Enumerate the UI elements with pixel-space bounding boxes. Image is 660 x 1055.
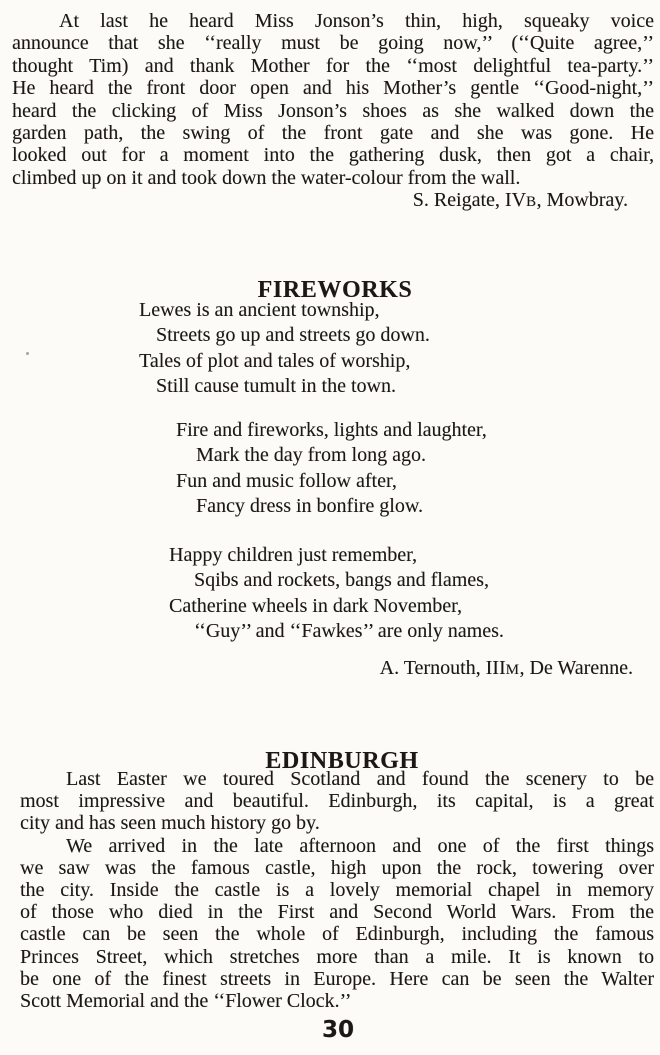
attribution-form-letter: M bbox=[505, 662, 520, 678]
story-line: looked out for a moment into the gathering dusk, then got a chair, bbox=[12, 144, 654, 167]
story-line: At last he heard Miss Jonson’s thin, high, squeaky voice bbox=[59, 10, 654, 32]
poem-stanza-2 bbox=[176, 418, 487, 519]
story-line: announce that she ‘‘really must be going now,’’ (‘‘Quite agree,’’ bbox=[12, 32, 654, 55]
article-line: Last Easter we toured Scotland and found the scenery to be bbox=[66, 768, 654, 790]
poem-line: Lewes is an ancient township, bbox=[139, 299, 380, 321]
article-line: most impressive and beautiful. Edinburgh, its capital, is a great bbox=[20, 790, 654, 813]
article-line: city and has seen much history go by. bbox=[20, 812, 320, 835]
page-number bbox=[0, 1017, 660, 1043]
story-author-attribution bbox=[12, 189, 654, 211]
poem-line: Streets go up and streets go down. bbox=[156, 324, 430, 347]
poem-stanza-3 bbox=[169, 543, 504, 644]
poem-line: Happy children just remember, bbox=[169, 544, 418, 566]
attribution-text: , De Warenne. bbox=[519, 657, 633, 679]
poem-line: Fancy dress in bonfire glow. bbox=[196, 494, 423, 517]
story-line: climbed up on it and took down the water-colour from the wall. bbox=[12, 166, 521, 189]
attribution-text: A. Ternouth, III bbox=[379, 657, 506, 679]
attribution-form-letter: B bbox=[526, 194, 537, 211]
page-number-text: 30 bbox=[321, 1017, 354, 1043]
article-line: of those who died in the First and Second World Wars. From the bbox=[20, 901, 654, 924]
article-line: Princes Street, which stretches more than a mile. It is known to bbox=[20, 945, 654, 968]
article-line: we saw was the famous castle, high upon the rock, towering over bbox=[20, 856, 654, 879]
story-closing-paragraph bbox=[12, 10, 654, 212]
article-line: the city. Inside the castle is a lovely memorial chapel in memory bbox=[20, 878, 654, 901]
story-line: thought Tim) and thank Mother for the ‘‘most delightful tea-party.’’ bbox=[12, 54, 654, 77]
poem-line: Mark the day from long ago. bbox=[196, 444, 426, 467]
attribution-text: , Mowbray. bbox=[536, 189, 628, 212]
poem-line: Tales of plot and tales of worship, bbox=[139, 349, 411, 372]
story-line: He heard the front door open and his Mother’s gentle ‘‘Good-night,’’ bbox=[12, 77, 654, 100]
article-line: castle can be seen the whole of Edinburgh, including the famous bbox=[20, 923, 654, 946]
attribution-text: S. Reigate, IV bbox=[412, 189, 527, 212]
poem-line: Sqibs and rockets, bangs and flames, bbox=[194, 569, 489, 592]
poem-line: Still cause tumult in the town. bbox=[156, 374, 396, 397]
section-title-text: EDINBURGH bbox=[265, 747, 419, 774]
article-line: be one of the finest streets in Europe. Here can be seen the Walter bbox=[20, 967, 654, 990]
story-line: garden path, the swing of the front gate and she was gone. He bbox=[12, 121, 654, 144]
story-line: heard the clicking of Miss Jonson’s shoes as she walked down the bbox=[12, 99, 654, 122]
section-title-text: FIREWORKS bbox=[257, 276, 413, 303]
edinburgh-article bbox=[20, 768, 654, 1012]
article-line: We arrived in the late afternoon and one of the first things bbox=[66, 834, 654, 857]
poem-author-attribution bbox=[0, 656, 660, 683]
poem-stanza-1 bbox=[139, 298, 430, 399]
poem-line: ‘‘Guy’’ and ‘‘Fawkes’’ are only names. bbox=[194, 619, 504, 642]
poem-line: Fire and fireworks, lights and laughter, bbox=[176, 419, 487, 441]
poem-line: Fun and music follow after, bbox=[176, 469, 397, 492]
scan-speck bbox=[26, 352, 29, 355]
article-line: Scott Memorial and the ‘‘Flower Clock.’’ bbox=[20, 989, 352, 1012]
poem-line: Catherine wheels in dark November, bbox=[169, 594, 462, 617]
